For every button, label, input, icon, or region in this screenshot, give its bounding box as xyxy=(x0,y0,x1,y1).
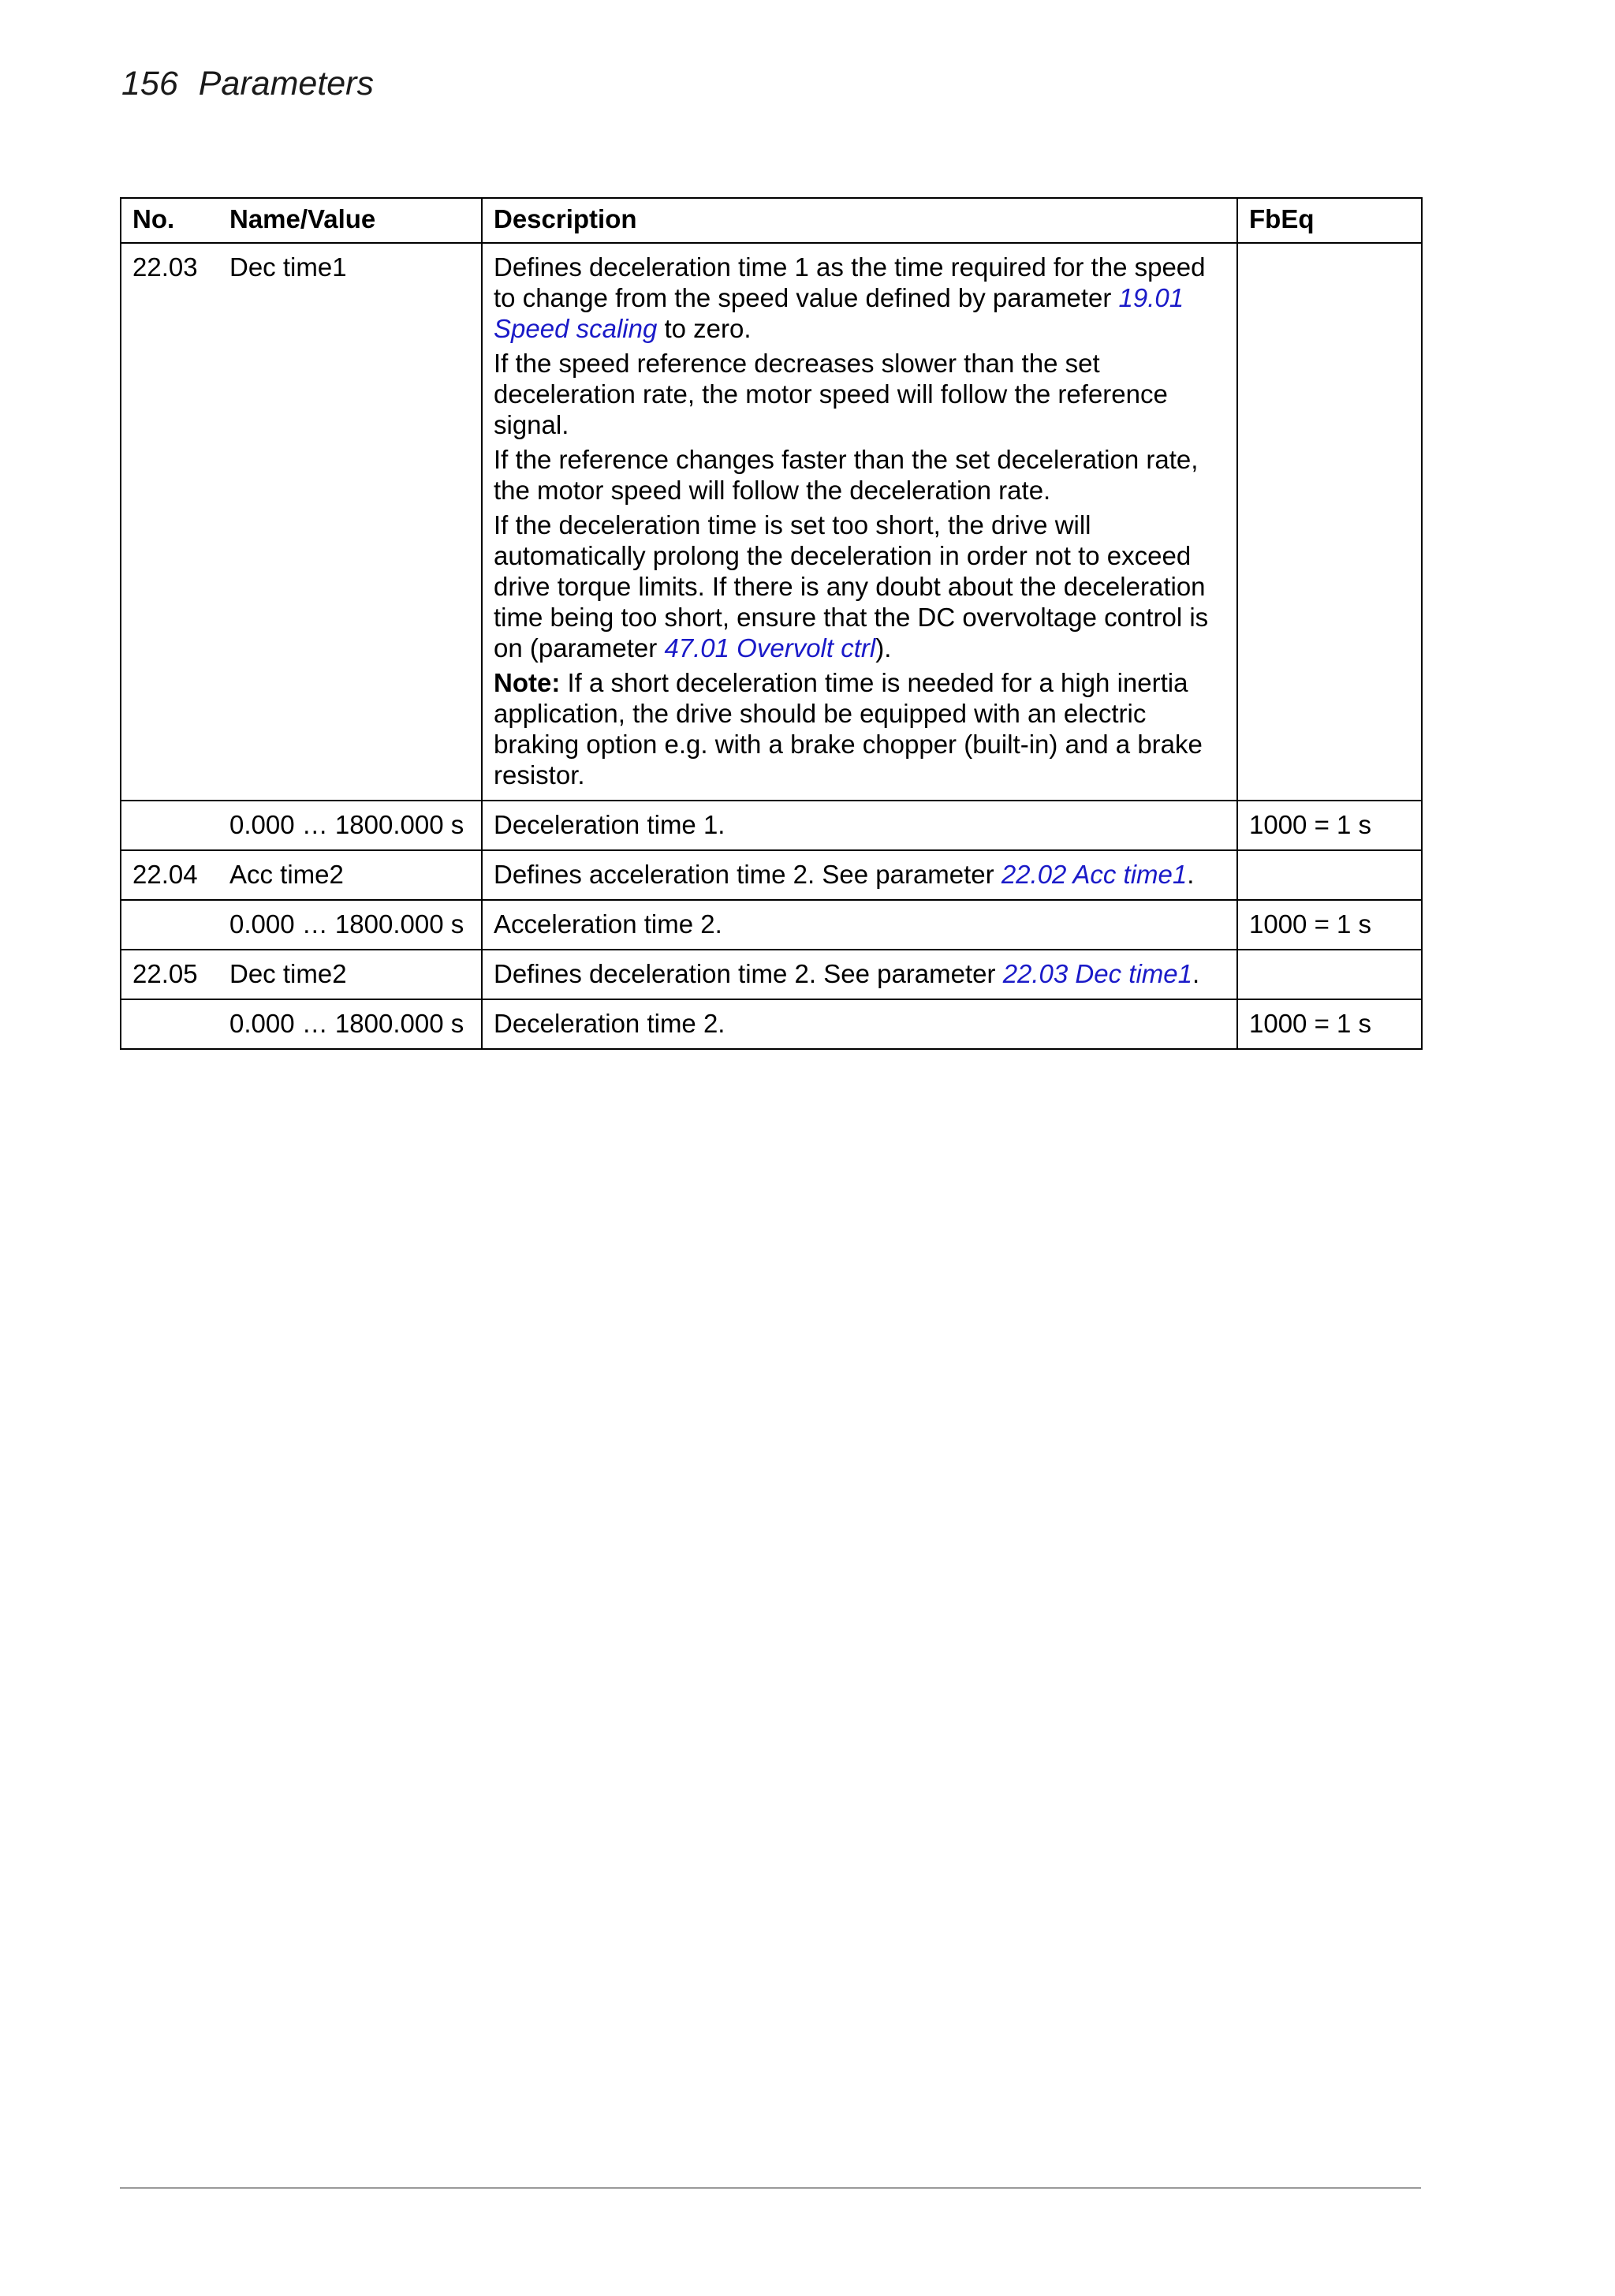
param-value-range: 0.000 … 1800.000 s xyxy=(218,999,482,1049)
param-value-description: Deceleration time 2. xyxy=(482,999,1237,1049)
param-description xyxy=(482,243,1237,801)
footer-divider xyxy=(120,2187,1421,2189)
param-fbeq: 1000 = 1 s xyxy=(1237,999,1422,1049)
param-description xyxy=(482,950,1237,999)
table-row xyxy=(121,243,1422,801)
page-number: 156 xyxy=(121,65,178,103)
param-number: 22.05 xyxy=(121,950,218,999)
table-row xyxy=(121,850,1422,900)
description-paragraph xyxy=(494,510,1225,663)
note-label: Note: xyxy=(494,668,561,697)
page-header xyxy=(121,65,374,103)
param-number: 22.04 xyxy=(121,850,218,900)
param-fbeq: 1000 = 1 s xyxy=(1237,900,1422,950)
param-value-description: Deceleration time 1. xyxy=(482,801,1237,850)
param-value-range: 0.000 … 1800.000 s xyxy=(218,801,482,850)
param-number xyxy=(121,801,218,850)
note-text: If a short deceleration time is needed for a high inertia application, the drive should be equipped with an electric braking option e.g. with a brake chopper (built-in) and a brake resistor. xyxy=(494,668,1203,790)
description-paragraph: If the reference changes faster than the set deceleration rate, the motor speed will follow the deceleration rate. xyxy=(494,445,1199,505)
table-row xyxy=(121,999,1422,1049)
param-number: 22.03 xyxy=(121,243,218,801)
column-header-name-value: Name/Value xyxy=(218,198,482,243)
description-text: If the deceleration time is set too short, the drive will automatically prolong the deceleration in order not to exceed drive torque limits. If there is any doubt about the deceleration time being too short, ensure that the DC overvoltage control is on (parameter xyxy=(494,510,1209,663)
description-text: Defines acceleration time 2. See parameter xyxy=(494,860,1001,889)
description-text: . xyxy=(1187,860,1195,889)
column-header-fbeq: FbEq xyxy=(1237,198,1422,243)
description-text: to zero. xyxy=(657,314,752,343)
param-fbeq: 1000 = 1 s xyxy=(1237,801,1422,850)
param-fbeq xyxy=(1237,950,1422,999)
parameter-table xyxy=(120,197,1423,1050)
table-header-row xyxy=(121,198,1422,243)
table-row xyxy=(121,801,1422,850)
param-fbeq xyxy=(1237,243,1422,801)
description-paragraph xyxy=(494,252,1225,344)
param-link-22-02[interactable]: 22.02 Acc time1 xyxy=(1001,860,1188,889)
section-title: Parameters xyxy=(198,65,374,103)
param-name: Dec time2 xyxy=(218,950,482,999)
table-row xyxy=(121,950,1422,999)
param-link-22-03[interactable]: 22.03 Dec time1 xyxy=(1002,959,1192,988)
description-text: ). xyxy=(875,633,892,663)
param-description xyxy=(482,850,1237,900)
column-header-no: No. xyxy=(121,198,218,243)
param-value-range: 0.000 … 1800.000 s xyxy=(218,900,482,950)
description-text: Defines deceleration time 1 as the time required for the speed to change from the speed value defined by parameter xyxy=(494,252,1206,312)
param-name: Dec time1 xyxy=(218,243,482,801)
description-paragraph: If the speed reference decreases slower than the set deceleration rate, the motor speed will follow the reference signal. xyxy=(494,349,1168,439)
param-number xyxy=(121,999,218,1049)
description-text: . xyxy=(1192,959,1200,988)
param-link-47-01[interactable]: 47.01 Overvolt ctrl xyxy=(664,633,876,663)
param-number xyxy=(121,900,218,950)
note-paragraph xyxy=(494,667,1225,790)
param-link-19-01[interactable]: 19.01 Speed scaling xyxy=(494,283,1184,343)
param-fbeq xyxy=(1237,850,1422,900)
param-value-description: Acceleration time 2. xyxy=(482,900,1237,950)
table-row xyxy=(121,900,1422,950)
description-text: Defines deceleration time 2. See parameter xyxy=(494,959,1003,988)
column-header-description: Description xyxy=(482,198,1237,243)
param-name: Acc time2 xyxy=(218,850,482,900)
